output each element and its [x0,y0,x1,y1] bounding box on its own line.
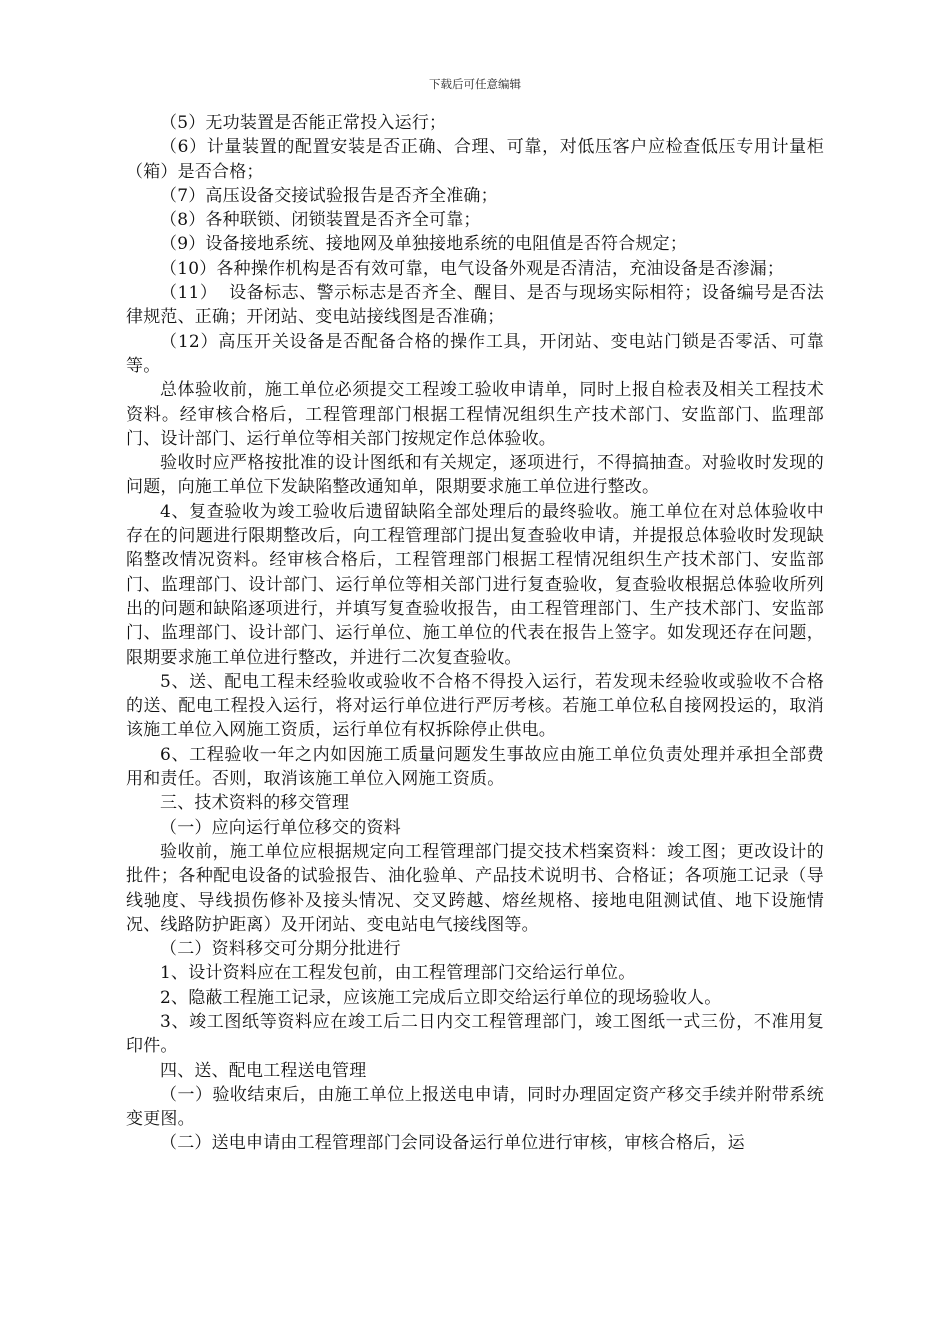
paragraph: （9）设备接地系统、接地网及单独接地系统的电阻值是否符合规定； [160,234,688,255]
paragraph: （二）送电申请由工程管理部门会同设备运行单位进行审核，审核合格后，运 [160,1133,745,1154]
paragraph: （一）验收结束后，由施工单位上报送电申请，同时办理固定资产移交手续并附带系统变更图。 [126,1084,824,1130]
subsection-heading: （二）资料移交可分期分批进行 [160,939,401,960]
subsection-heading: （一）应向运行单位移交的资料 [160,817,401,838]
paragraph: （8）各种联锁、闭锁装置是否齐全可靠； [160,210,481,231]
page-header: 下载后可任意编辑 [429,77,521,91]
paragraph: 6、工程验收一年之内如因施工质量问题发生事故应由施工单位负责处理并承担全部费用和责任。否则，取消该施工单位入网施工资质。 [126,744,824,790]
paragraph: 验收前，施工单位应根据规定向工程管理部门提交技术档案资料：竣工图；更改设计的批件；各种配电设备的试验报告、油化验单、产品技术说明书、合格证；各项施工记录（导线驰度、导线损伤修补及接头情况、交叉跨越、熔丝规格、接地电阻测试值、地下设施情况、线路防护距离）及开闭站、变电站电气接线图等。 [126,841,824,935]
paragraph: 4、复查验收为竣工验收后遗留缺陷全部处理后的最终验收。施工单位在对总体验收中存在的问题进行限期整改后，向工程管理部门提出复查验收申请，并提报总体验收时发现缺陷整改情况资料。经审核合格后，工程管理部门根据工程情况组织生产技术部门、安监部门、监理部门、设计部门、运行单位等相关部门进行复查验收，复查验收根据总体验收所列出的问题和缺陷逐项进行，并填写复查验收报告，由工程管理部门、生产技术部门、安监部门、监理部门、设计部门、运行单位、施工单位的代表在报告上签字。如发现还存在问题，限期要求施工单位进行整改，并进行二次复查验收。 [126,501,824,668]
paragraph: 验收时应严格按批准的设计图纸和有关规定，逐项进行，不得搞抽查。对验收时发现的问题，向施工单位下发缺陷整改通知单，限期要求施工单位进行整改。 [126,453,824,498]
section-heading: 四、送、配电工程送电管理 [160,1060,367,1081]
paragraph: （11） 设备标志、警示标志是否齐全、醒目、是否与现场实际相符；设备编号是否法律规范、正确；开闭站、变电站接线图是否准确； [126,283,824,328]
paragraph: 2、隐蔽工程施工记录，应该施工完成后立即交给运行单位的现场验收人。 [160,987,722,1008]
paragraph: （6）计量装置的配置安装是否正确、合理、可靠，对低压客户应检查低压专用计量柜（箱）是否合格； [126,137,824,182]
paragraph: 5、送、配电工程未经验收或验收不合格不得投入运行，若发现未经验收或验收不合格的送、配电工程投入运行，将对运行单位进行严厉考核。若施工单位私自接网投运的，取消该施工单位入网施工资质，运行单位有权拆除停止供电。 [126,671,824,741]
paragraph: 总体验收前，施工单位必须提交工程竣工验收申请单，同时上报自检表及相关工程技术资料。经审核合格后，工程管理部门根据工程情况组织生产技术部门、安监部门、监理部门、设计部门、运行单位等相关部门按规定作总体验收。 [126,380,824,449]
paragraph: 1、设计资料应在工程发包前，由工程管理部门交给运行单位。 [160,963,636,984]
paragraph: （10）各种操作机构是否有效可靠，电气设备外观是否清洁，充油设备是否渗漏； [160,258,785,279]
paragraph: （5）无功装置是否能正常投入运行； [160,113,447,133]
document-body [126,111,824,1156]
paragraph: 3、竣工图纸等资料应在竣工后二日内交工程管理部门，竣工图纸一式三份，不准用复印件。 [126,1011,824,1057]
paragraph: （12）高压开关设备是否配备合格的操作工具，开闭站、变电站门锁是否零活、可靠等。 [126,331,824,376]
section-heading: 三、技术资料的移交管理 [160,793,350,814]
paragraph: （7）高压设备交接试验报告是否齐全准确； [160,185,498,206]
